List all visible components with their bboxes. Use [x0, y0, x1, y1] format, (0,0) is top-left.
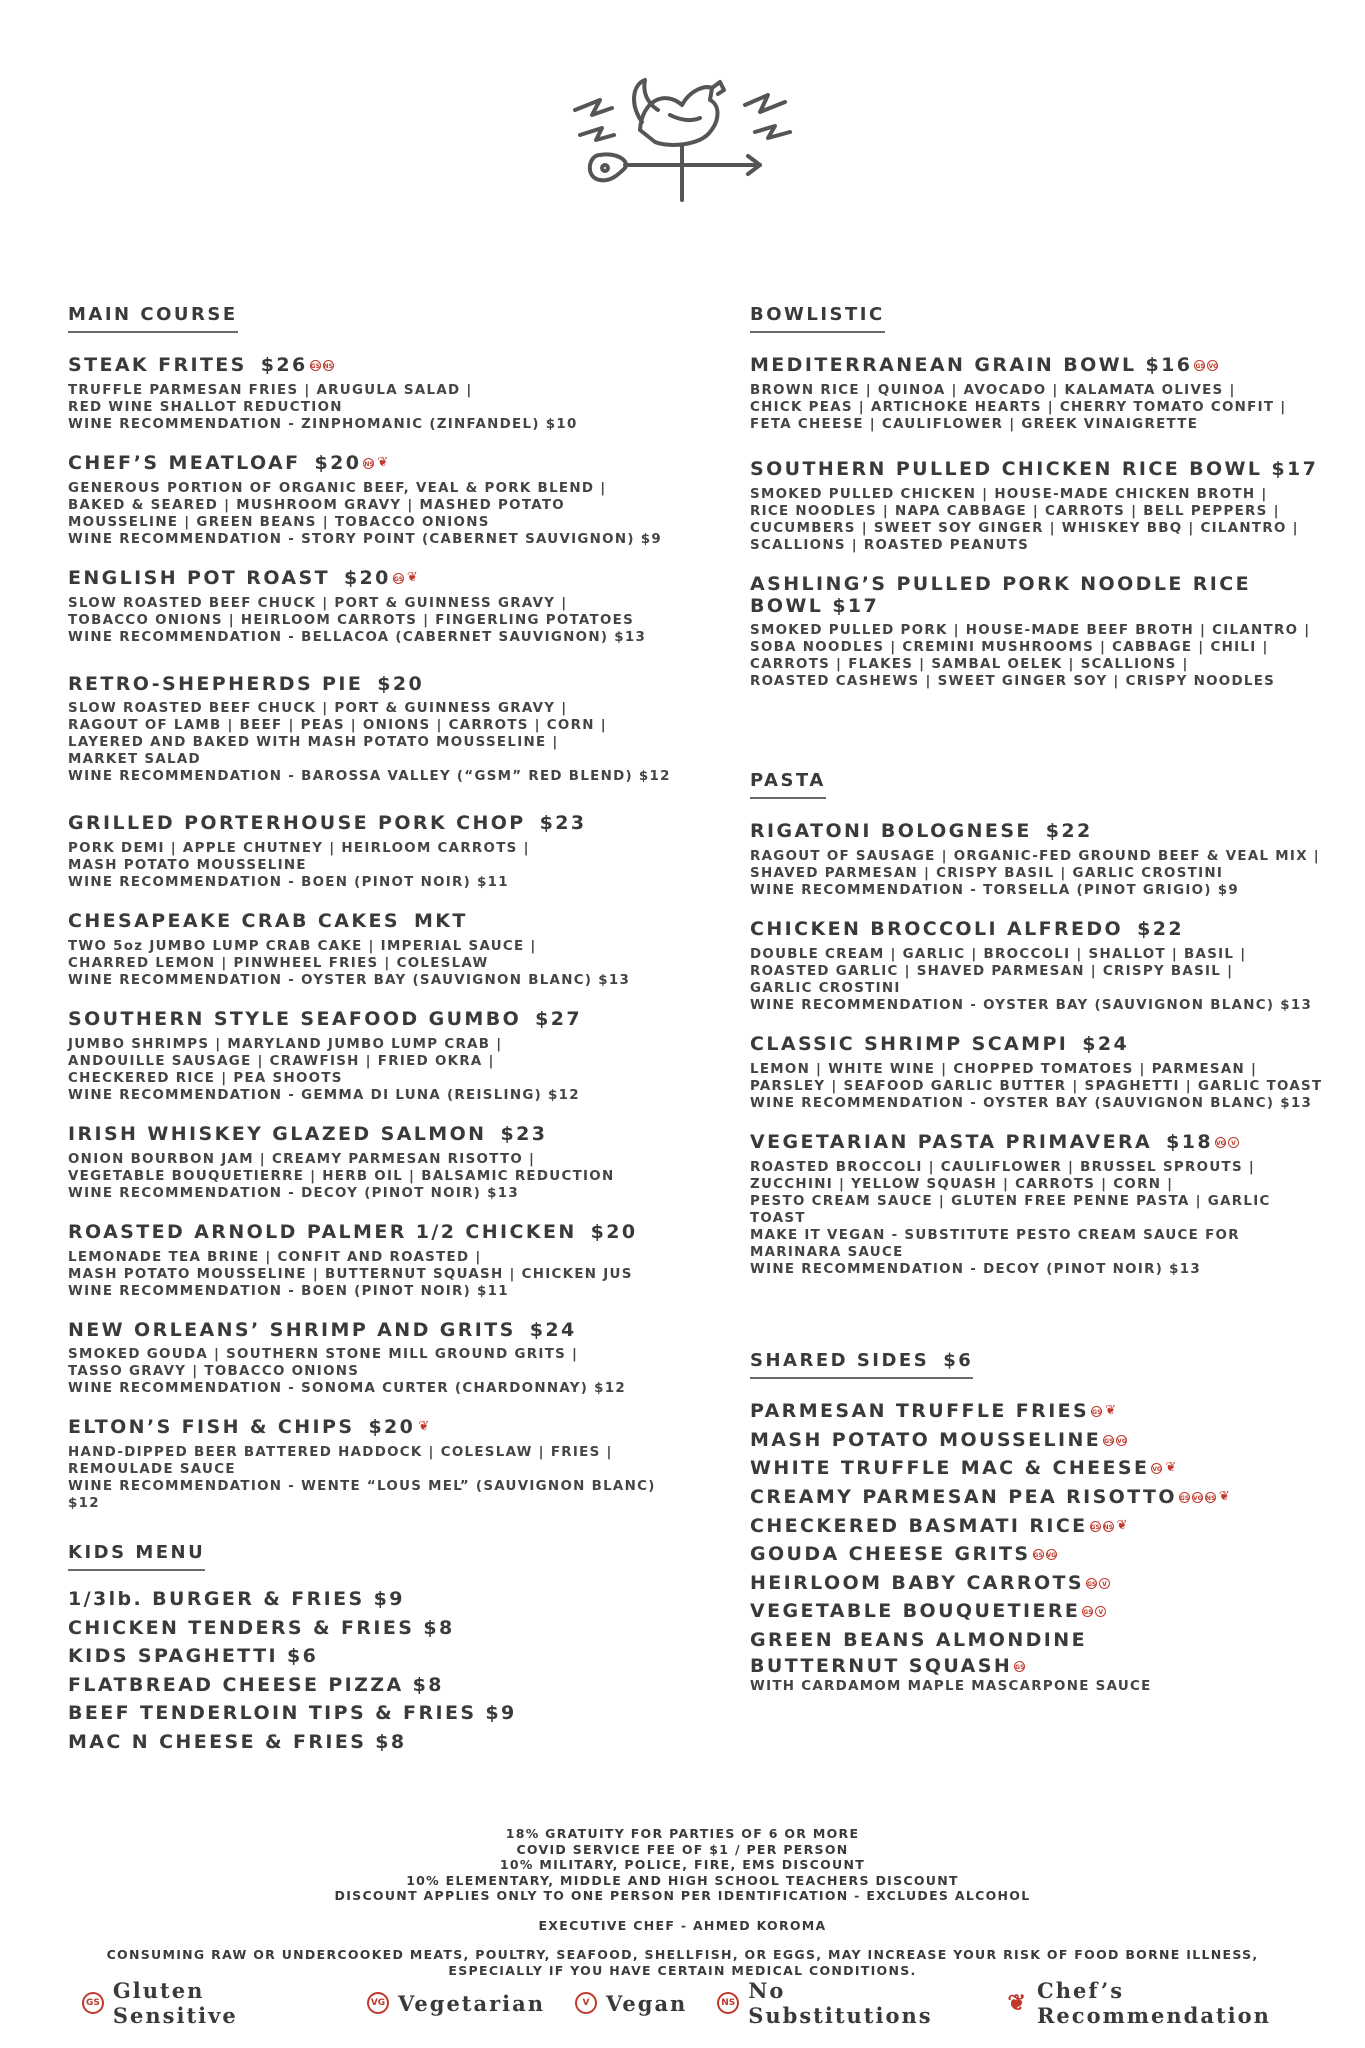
- chef-recommendation-icon: ❦: [1165, 1460, 1177, 1476]
- item-desc-line: TRUFFLE PARMESAN FRIES | ARUGULA SALAD |: [68, 382, 473, 398]
- menu-item: [68, 1009, 678, 1104]
- vegan-icon: V: [1228, 1137, 1239, 1148]
- item-name: SOUTHERN PULLED CHICKEN RICE BOWL $17: [750, 457, 1319, 480]
- item-desc-line: WINE RECOMMENDATION - STORY POINT (CABERNET SAUVIGNON) $9: [68, 531, 662, 547]
- item-desc-line: CHARRED LEMON | PINWHEEL FRIES | COLESLAW: [68, 956, 489, 972]
- item-desc-line: TWO 5oz JUMBO LUMP CRAB CAKE | IMPERIAL SAUCE |: [68, 939, 537, 955]
- side-item: [750, 1483, 1330, 1512]
- gluten-sensitive-icon: GS: [1014, 1661, 1025, 1672]
- item-desc-line: SHAVED PARMESAN | CRISPY BASIL | GARLIC CROSTINI: [750, 866, 1224, 882]
- gluten-sensitive-icon: GS: [393, 573, 404, 584]
- chef-recommendation-icon: ❦: [1007, 1990, 1028, 2016]
- gluten-sensitive-icon: GS: [1086, 1578, 1097, 1589]
- legend-label: Vegan: [606, 1990, 688, 2016]
- vegan-icon: V: [575, 1992, 597, 2014]
- vegetarian-icon: VG: [1215, 1137, 1226, 1148]
- item-desc-line: LAYERED AND BAKED WITH MASH POTATO MOUSSELINE |: [68, 735, 559, 751]
- item-desc-line: CARROTS | FLAKES | SAMBAL OELEK | SCALLIONS |: [750, 657, 1189, 673]
- chef-recommendation-icon: ❦: [1105, 1403, 1117, 1418]
- menu-item: [68, 1320, 678, 1398]
- item-desc-line: WINE RECOMMENDATION - BELLACOA (CABERNET SAUVIGNON) $13: [68, 629, 647, 645]
- item-desc-line: LEMON | WHITE WINE | CHOPPED TOMATOES | PARMESAN |: [750, 1061, 1258, 1077]
- item-desc-line: WINE RECOMMENDATION - BAROSSA VALLEY (“GSM” RED BLEND) $12: [68, 769, 671, 785]
- item-desc-line: WINE RECOMMENDATION - DECOY (PINOT NOIR) $13: [68, 1185, 519, 1201]
- item-desc-line: WINE RECOMMENDATION - DECOY (PINOT NOIR) $13: [750, 1261, 1201, 1277]
- item-desc-line: GENEROUS PORTION OF ORGANIC BEEF, VEAL & PORK BLEND |: [68, 480, 607, 496]
- kids-menu-item: MAC N CHEESE & FRIES $8: [68, 1730, 407, 1753]
- menu-item: [68, 674, 678, 786]
- pasta-heading: PASTA: [750, 770, 826, 799]
- item-desc-line: GARLIC CROSTINI: [750, 981, 901, 997]
- item-desc-line: WINE RECOMMENDATION - TORSELLA (PINOT GRIGIO) $9: [750, 883, 1239, 899]
- item-desc-line: PESTO CREAM SAUCE | GLUTEN FREE PENNE PASTA | GARLIC TOAST: [750, 1193, 1271, 1226]
- item-desc-line: RED WINE SHALLOT REDUCTION: [68, 399, 343, 415]
- menu-item: [68, 453, 678, 548]
- shared-sides-heading: [750, 1350, 973, 1379]
- kids-menu-item: FLATBREAD CHEESE PIZZA $8: [68, 1673, 444, 1696]
- menu-item: [750, 459, 1330, 554]
- item-desc-line: HAND-DIPPED BEER BATTERED HADDOCK | COLESLAW | FRIES |: [68, 1445, 613, 1461]
- no-substitutions-icon: NS: [323, 360, 334, 371]
- menu-item: [750, 821, 1330, 899]
- item-desc-line: LEMONADE TEA BRINE | CONFIT AND ROASTED |: [68, 1249, 482, 1265]
- item-price: $20: [343, 566, 391, 589]
- item-desc-line: CHECKERED RICE | PEA SHOOTS: [68, 1070, 343, 1086]
- left-column: [68, 304, 678, 1756]
- item-desc-line: FETA CHEESE | CAULIFLOWER | GREEK VINAIGRETTE: [750, 416, 1199, 432]
- item-desc-line: JUMBO SHRIMPS | MARYLAND JUMBO LUMP CRAB |: [68, 1036, 503, 1052]
- chef-recommendation-icon: ❦: [406, 569, 418, 585]
- menu-item: [750, 1034, 1330, 1112]
- vegetarian-icon: VG: [367, 1992, 389, 2014]
- vegan-icon: V: [1095, 1606, 1106, 1617]
- side-name: WHITE TRUFFLE MAC & CHEESE: [750, 1457, 1150, 1479]
- gluten-sensitive-icon: GS: [1091, 1406, 1102, 1417]
- side-name: CHECKERED BASMATI RICE: [750, 1514, 1088, 1537]
- side-item: [750, 1597, 1330, 1626]
- kids-menu-item: CHICKEN TENDERS & FRIES $8: [68, 1616, 455, 1639]
- menu-item: [750, 919, 1330, 1014]
- gluten-sensitive-icon: GS: [1179, 1492, 1190, 1503]
- menu-item: [68, 1124, 678, 1202]
- item-desc-line: SLOW ROASTED BEEF CHUCK | PORT & GUINNESS GRAVY |: [68, 701, 568, 717]
- side-name: BUTTERNUT SQUASH: [750, 1655, 1013, 1678]
- item-desc-line: WINE RECOMMENDATION - OYSTER BAY (SAUVIGNON BLANC) $13: [68, 973, 631, 989]
- item-name: ROASTED ARNOLD PALMER 1/2 CHICKEN: [68, 1220, 577, 1243]
- vegan-icon: V: [1099, 1578, 1110, 1589]
- item-desc-line: RICE NOODLES | NAPA CABBAGE | CARROTS | BELL PEPPERS |: [750, 503, 1280, 519]
- item-price: $27: [535, 1008, 583, 1031]
- no-substitutions-icon: NS: [717, 1992, 739, 2014]
- no-substitutions-icon: NS: [1205, 1492, 1216, 1503]
- footer-line: DISCOUNT APPLIES ONLY TO ONE PERSON PER IDENTIFICATION - EXCLUDES ALCOHOL: [334, 1888, 1031, 1903]
- shared-sides-list: [750, 1397, 1330, 1696]
- item-desc-line: MASH POTATO MOUSSELINE | BUTTERNUT SQUASH | CHICKEN JUS: [68, 1266, 633, 1282]
- menu-item: [750, 574, 1330, 691]
- side-item: [750, 1654, 1330, 1678]
- footer-line: COVID SERVICE FEE OF $1 / PER PERSON: [516, 1841, 849, 1857]
- item-desc-line: SCALLIONS | ROASTED PEANUTS: [750, 537, 1030, 553]
- side-item: GREEN BEANS ALMONDINE: [750, 1628, 1087, 1651]
- item-desc-line: CUCUMBERS | SWEET SOY GINGER | WHISKEY BBQ | CILANTRO |: [750, 520, 1299, 536]
- item-name: IRISH WHISKEY GLAZED SALMON: [68, 1122, 487, 1145]
- side-name: CREAMY PARMESAN PEA RISOTTO: [750, 1485, 1177, 1508]
- side-name: PARMESAN TRUFFLE FRIES: [750, 1399, 1090, 1422]
- side-item: [750, 1540, 1330, 1569]
- side-item: [750, 1454, 1330, 1483]
- footer-notes: [0, 1826, 1365, 1978]
- side-name: VEGETABLE BOUQUETIERE: [750, 1600, 1081, 1623]
- legend-label: Gluten Sensitive: [112, 1978, 238, 2028]
- item-price: $24: [529, 1318, 577, 1341]
- vegetarian-icon: VG: [1192, 1492, 1203, 1503]
- rooster-weathervane-guitar-icon: [570, 60, 795, 205]
- item-desc-line: WINE RECOMMENDATION - BOEN (PINOT NOIR) $11: [68, 1283, 509, 1299]
- item-desc-line: MARKET SALAD: [68, 752, 201, 768]
- item-price: $20: [590, 1220, 638, 1243]
- no-substitutions-icon: NS: [1103, 1521, 1114, 1532]
- item-price: $20: [368, 1416, 416, 1439]
- legend-label: Chef’s Recommendation: [1036, 1978, 1271, 2028]
- item-price: MKT: [413, 910, 468, 933]
- item-desc-line: WINE RECOMMENDATION - OYSTER BAY (SAUVIGNON BLANC) $13: [750, 1095, 1313, 1111]
- side-item: [750, 1569, 1330, 1598]
- item-desc-line: ROASTED CASHEWS | SWEET GINGER SOY | CRISPY NOODLES: [750, 674, 1276, 690]
- item-price: $22: [1137, 918, 1184, 941]
- kids-menu-item: KIDS SPAGHETTI $6: [68, 1645, 319, 1668]
- kids-menu-item: 1/3lb. BURGER & FRIES $9: [68, 1588, 405, 1611]
- side-item: [750, 1426, 1330, 1455]
- side-note: WITH CARDAMOM MAPLE MASCARPONE SAUCE: [750, 1679, 1152, 1695]
- item-name: ENGLISH POT ROAST: [68, 566, 330, 589]
- legend-label: No Substitutions: [748, 1978, 933, 2028]
- vegetarian-icon: VG: [1207, 360, 1218, 371]
- menu-item: [68, 813, 678, 891]
- kids-menu-list: [68, 1585, 678, 1756]
- gluten-sensitive-icon: GS: [1103, 1435, 1114, 1446]
- item-desc-line: MASH POTATO MOUSSELINE: [68, 858, 307, 874]
- gluten-sensitive-icon: GS: [82, 1992, 104, 2014]
- side-item: [750, 1512, 1330, 1541]
- item-price: $24: [1082, 1033, 1130, 1056]
- footer-line: 10% ELEMENTARY, MIDDLE AND HIGH SCHOOL TEACHERS DISCOUNT: [406, 1872, 959, 1888]
- item-desc-line: SLOW ROASTED BEEF CHUCK | PORT & GUINNESS GRAVY |: [68, 595, 568, 611]
- item-desc-line: MAKE IT VEGAN - SUBSTITUTE PESTO CREAM SAUCE FOR: [750, 1227, 1240, 1243]
- item-desc-line: SOBA NOODLES | CREMINI MUSHROOMS | CABBAGE | CHILI |: [750, 640, 1269, 656]
- item-desc-line: BAKED & SEARED | MUSHROOM GRAVY | MASHED POTATO: [68, 497, 565, 513]
- vegetarian-icon: VG: [1046, 1549, 1057, 1560]
- item-name: ELTON’S FISH & CHIPS: [68, 1416, 355, 1439]
- health-warning: ESPECIALLY IF YOU HAVE CERTAIN MEDICAL CONDITIONS.: [448, 1962, 917, 1978]
- menu-item: [750, 355, 1330, 433]
- legend-no-substitutions: [717, 1978, 977, 2028]
- item-name: NEW ORLEANS’ SHRIMP AND GRITS: [68, 1318, 516, 1341]
- gluten-sensitive-icon: GS: [1090, 1521, 1101, 1532]
- menu-item: [68, 1222, 678, 1300]
- menu-item: [68, 1417, 678, 1512]
- bowlistic-heading: BOWLISTIC: [750, 304, 885, 333]
- legend-label: Vegetarian: [398, 1990, 546, 2016]
- item-desc-line: ANDOUILLE SAUSAGE | CRAWFISH | FRIED OKRA |: [68, 1053, 495, 1069]
- gluten-sensitive-icon: GS: [1082, 1606, 1093, 1617]
- chef-recommendation-icon: ❦: [418, 1419, 430, 1435]
- item-desc-line: WINE RECOMMENDATION - OYSTER BAY (SAUVIGNON BLANC) $13: [750, 998, 1313, 1014]
- side-item: [750, 1397, 1330, 1426]
- menu-item: [68, 911, 678, 989]
- item-name: RIGATONI BOLOGNESE: [750, 820, 1032, 843]
- legend-gluten-sensitive: [82, 1978, 337, 2028]
- item-desc-line: ZUCCHINI | YELLOW SQUASH | CARROTS | CORN |: [750, 1176, 1174, 1192]
- item-price: $22: [1045, 820, 1093, 843]
- gluten-sensitive-icon: GS: [1033, 1549, 1044, 1560]
- menu-item: [750, 1132, 1330, 1278]
- shared-sides-title: SHARED SIDES: [750, 1349, 930, 1371]
- side-name: HEIRLOOM BABY CARROTS: [750, 1571, 1084, 1594]
- legend-vegetarian: [367, 1991, 545, 2016]
- item-desc-line: WINE RECOMMENDATION - ZINPHOMANIC (ZINFANDEL) $10: [68, 416, 578, 432]
- item-desc-line: WINE RECOMMENDATION - WENTE “LOUS MEL” (SAUVIGNON BLANC) $12: [68, 1479, 656, 1512]
- item-name: CHESAPEAKE CRAB CAKES: [68, 910, 400, 933]
- item-desc-line: MARINARA SAUCE: [750, 1244, 904, 1260]
- item-desc-line: RAGOUT OF SAUSAGE | ORGANIC-FED GROUND BEEF & VEAL MIX |: [750, 849, 1320, 865]
- item-desc-line: WINE RECOMMENDATION - BOEN (PINOT NOIR) $11: [68, 875, 509, 891]
- kids-menu-heading: KIDS MENU: [68, 1542, 205, 1571]
- item-desc-line: SMOKED PULLED CHICKEN | HOUSE-MADE CHICKEN BROTH |: [750, 486, 1268, 502]
- menu-item: [68, 568, 678, 646]
- item-desc-line: PARSLEY | SEAFOOD GARLIC BUTTER | SPAGHETTI | GARLIC TOAST: [750, 1078, 1323, 1094]
- item-price: $26: [260, 354, 308, 376]
- item-desc-line: BROWN RICE | QUINOA | AVOCADO | KALAMATA OLIVES |: [750, 382, 1236, 398]
- main-course-heading: MAIN COURSE: [68, 304, 238, 333]
- item-desc-line: VEGETABLE BOUQUETIERRE | HERB OIL | BALSAMIC REDUCTION: [68, 1168, 615, 1184]
- item-desc-line: WINE RECOMMENDATION - GEMMA DI LUNA (REISLING) $12: [68, 1087, 580, 1103]
- kids-menu-item: BEEF TENDERLOIN TIPS & FRIES $9: [68, 1702, 517, 1725]
- item-desc-line: TASSO GRAVY | TOBACCO ONIONS: [68, 1364, 360, 1380]
- chef-recommendation-icon: ❦: [1116, 1517, 1128, 1533]
- item-price: $18: [1166, 1130, 1213, 1153]
- item-price: $20: [314, 451, 362, 474]
- item-name: GRILLED PORTERHOUSE PORK CHOP: [68, 812, 526, 835]
- gluten-sensitive-icon: GS: [310, 360, 321, 371]
- item-desc-line: REMOULADE SAUCE: [68, 1462, 236, 1478]
- item-desc-line: MOUSSELINE | GREEN BEANS | TOBACCO ONIONS: [68, 514, 490, 530]
- vegetarian-icon: VG: [1116, 1435, 1127, 1446]
- item-desc-line: ROASTED GARLIC | SHAVED PARMESAN | CRISPY BASIL |: [750, 964, 1234, 980]
- item-desc-line: DOUBLE CREAM | GARLIC | BROCCOLI | SHALLOT | BASIL |: [750, 947, 1247, 963]
- right-column: [750, 304, 1330, 1695]
- vegetarian-icon: VG: [1151, 1463, 1162, 1474]
- item-desc-line: ONION BOURBON JAM | CREAMY PARMESAN RISOTTO |: [68, 1151, 536, 1167]
- item-desc-line: RAGOUT OF LAMB | BEEF | PEAS | ONIONS | CARROTS | CORN |: [68, 718, 607, 734]
- item-price: $23: [500, 1122, 548, 1145]
- item-name: SOUTHERN STYLE SEAFOOD GUMBO: [68, 1008, 522, 1031]
- health-warning: CONSUMING RAW OR UNDERCOOKED MEATS, POULTRY, SEAFOOD, SHELLFISH, OR EGGS, MAY INCREASE YOUR RISK OF FOOD BORNE ILLNESS,: [106, 1947, 1259, 1962]
- item-name: MEDITERRANEAN GRAIN BOWL $16: [750, 354, 1193, 376]
- side-name: MASH POTATO MOUSSELINE: [750, 1428, 1102, 1451]
- footer-line: 18% GRATUITY FOR PARTIES OF 6 OR MORE: [505, 1826, 860, 1841]
- item-name: CHEF’S MEATLOAF: [68, 451, 301, 474]
- legend-vegan: [575, 1991, 687, 2016]
- item-name: CLASSIC SHRIMP SCAMPI: [750, 1033, 1069, 1056]
- item-name: CHICKEN BROCCOLI ALFREDO: [750, 918, 1124, 941]
- item-desc-line: SMOKED GOUDA | SOUTHERN STONE MILL GROUND GRITS |: [68, 1347, 579, 1363]
- dietary-legend: [82, 1978, 1365, 2028]
- side-name: GOUDA CHEESE GRITS: [750, 1543, 1031, 1566]
- item-price: $23: [539, 812, 587, 835]
- item-desc-line: PORK DEMI | APPLE CHUTNEY | HEIRLOOM CARROTS |: [68, 841, 530, 857]
- legend-chef-recommendation: [1008, 1978, 1365, 2028]
- chef-recommendation-icon: ❦: [377, 454, 389, 470]
- executive-chef: EXECUTIVE CHEF - AHMED KOROMA: [538, 1917, 827, 1933]
- shared-sides-price: $6: [943, 1349, 974, 1371]
- item-desc-line: CHICK PEAS | ARTICHOKE HEARTS | CHERRY TOMATO CONFIT |: [750, 399, 1287, 415]
- item-desc-line: ROASTED BROCCOLI | CAULIFLOWER | BRUSSEL SPROUTS |: [750, 1159, 1256, 1175]
- menu-item: [68, 355, 678, 433]
- gluten-sensitive-icon: GS: [1194, 360, 1205, 371]
- item-name: ASHLING’S PULLED PORK NOODLE RICE BOWL $17: [750, 572, 1251, 617]
- chef-recommendation-icon: ❦: [1218, 1489, 1230, 1504]
- footer-line: 10% MILITARY, POLICE, FIRE, EMS DISCOUNT: [499, 1857, 866, 1872]
- item-price: $20: [377, 672, 425, 695]
- item-name: RETRO-SHEPHERDS PIE: [68, 672, 364, 695]
- no-substitutions-icon: NS: [363, 458, 374, 469]
- item-name: VEGETARIAN PASTA PRIMAVERA: [750, 1130, 1153, 1153]
- item-desc-line: TOBACCO ONIONS | HEIRLOOM CARROTS | FINGERLING POTATOES: [68, 612, 635, 628]
- item-name: STEAK FRITES: [68, 354, 247, 376]
- item-desc-line: WINE RECOMMENDATION - SONOMA CURTER (CHARDONNAY) $12: [68, 1381, 626, 1397]
- item-desc-line: SMOKED PULLED PORK | HOUSE-MADE BEEF BROTH | CILANTRO |: [750, 623, 1311, 639]
